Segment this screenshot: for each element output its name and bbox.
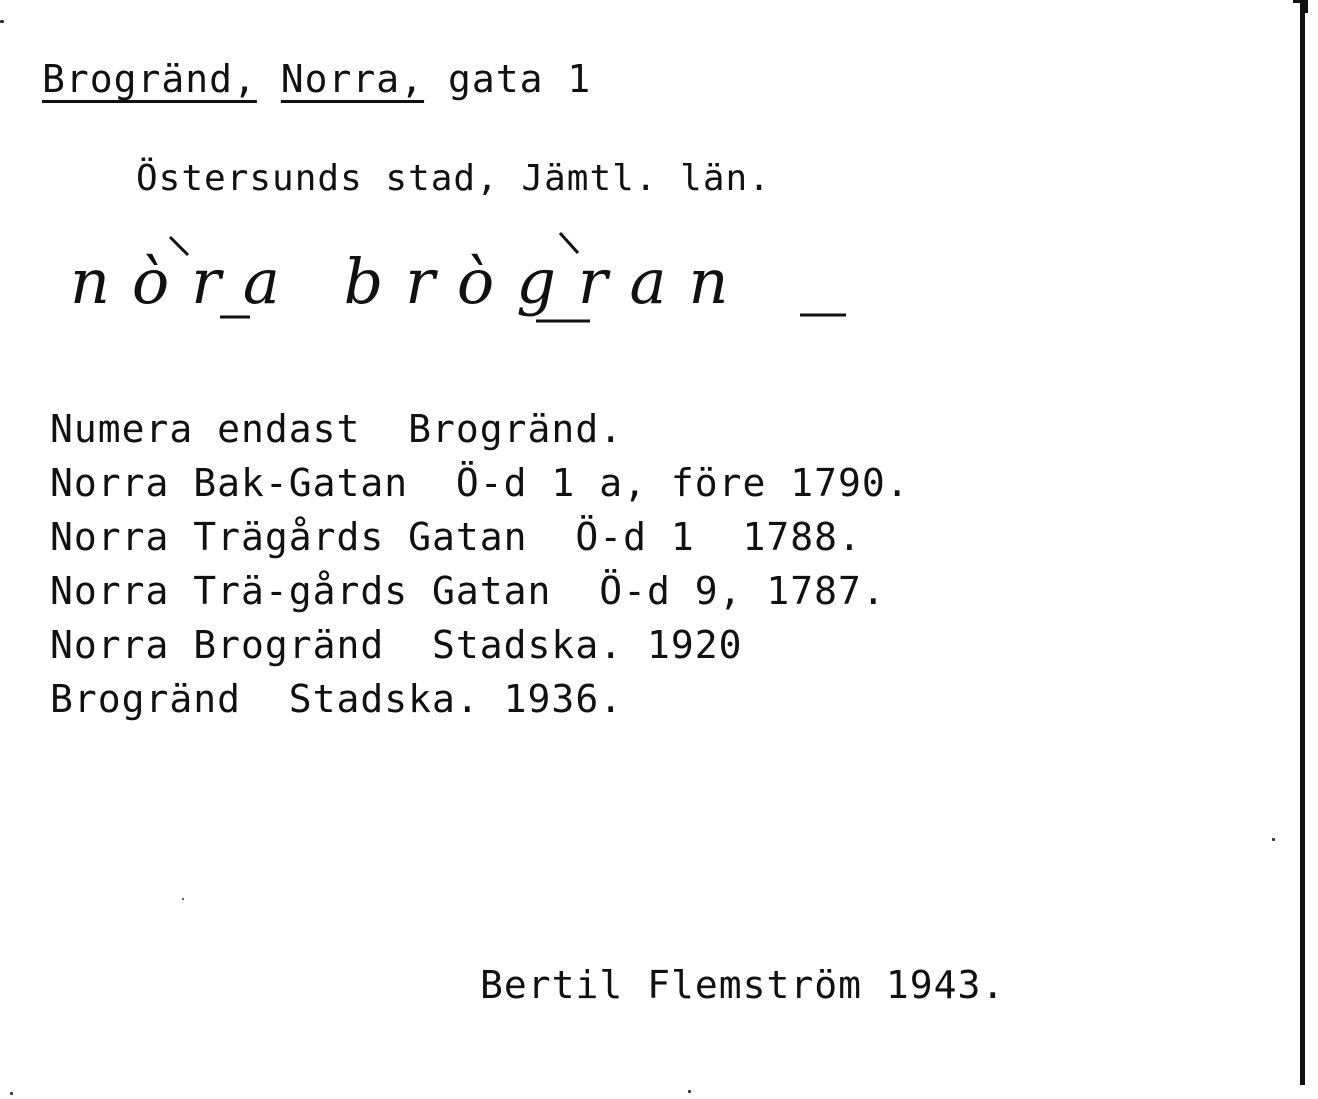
card-location: Östersunds stad, Jämtl. län. <box>136 158 771 199</box>
history-entry: Norra Brogränd Stadska. 1920 <box>50 623 743 667</box>
scan-speck <box>10 1092 13 1095</box>
scan-speck <box>182 898 184 900</box>
card-title <box>42 56 591 102</box>
pronunciation-text: nòra brògran <box>70 245 751 318</box>
history-entry: Brogränd Stadska. 1936. <box>50 677 624 721</box>
card-right-edge <box>1300 0 1305 1085</box>
title-street-name: Brogränd, <box>42 57 257 101</box>
handwritten-pronunciation <box>70 225 870 355</box>
title-direction: Norra, <box>280 57 425 101</box>
history-entry: Norra Bak-Gatan Ö-d 1 a, före 1790. <box>50 461 910 505</box>
title-type: gata 1 <box>447 57 592 101</box>
scan-speck <box>0 20 4 23</box>
history-entry: Norra Trägårds Gatan Ö-d 1 1788. <box>50 515 862 559</box>
scan-speck <box>1272 838 1275 841</box>
signature: Bertil Flemström 1943. <box>480 963 1006 1007</box>
scan-speck <box>688 1090 691 1093</box>
card-corner-mark <box>1293 0 1308 13</box>
history-entry: Numera endast Brogränd. <box>50 407 624 451</box>
history-entry: Norra Trä-gårds Gatan Ö-d 9, 1787. <box>50 569 886 613</box>
name-history-list <box>50 402 910 726</box>
